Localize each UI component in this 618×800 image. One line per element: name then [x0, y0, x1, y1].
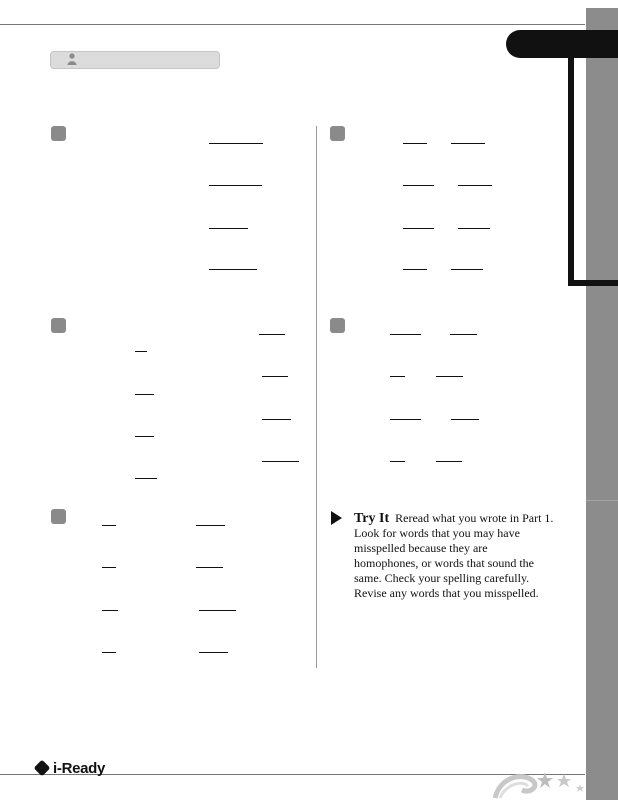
column-divider	[316, 126, 317, 668]
answer-blank[interactable]	[262, 419, 291, 420]
answer-blank[interactable]	[209, 269, 257, 270]
try-it-heading: Try It	[354, 511, 390, 526]
answer-blank[interactable]	[403, 185, 434, 186]
answer-blank[interactable]	[259, 334, 285, 335]
answer-blank[interactable]	[262, 461, 299, 462]
section-bracket	[568, 30, 574, 285]
answer-blank[interactable]	[102, 525, 116, 526]
swirl-stars-decoration	[490, 768, 590, 800]
person-icon	[67, 53, 77, 65]
item-number-box	[51, 509, 66, 524]
answer-blank[interactable]	[390, 334, 421, 335]
answer-blank[interactable]	[436, 376, 463, 377]
answer-blank[interactable]	[450, 334, 477, 335]
answer-blank[interactable]	[451, 419, 479, 420]
answer-blank[interactable]	[135, 478, 157, 479]
footer-logo	[35, 759, 105, 777]
answer-blank[interactable]	[436, 461, 462, 462]
play-arrow-icon	[331, 511, 342, 525]
top-rule	[0, 24, 585, 25]
answer-blank[interactable]	[209, 185, 262, 186]
answer-blank[interactable]	[390, 419, 421, 420]
answer-blank[interactable]	[262, 376, 288, 377]
i-ready-logo-icon	[34, 760, 51, 777]
answer-blank[interactable]	[403, 143, 427, 144]
answer-blank[interactable]	[458, 228, 490, 229]
item-number-box	[330, 126, 345, 141]
answer-blank[interactable]	[403, 269, 427, 270]
answer-blank[interactable]	[102, 610, 118, 611]
brand-name: i-Ready	[53, 759, 106, 777]
answer-blank[interactable]	[458, 185, 492, 186]
section-bracket-bottom	[568, 280, 618, 286]
answer-blank[interactable]	[390, 461, 405, 462]
answer-blank[interactable]	[135, 394, 154, 395]
answer-blank[interactable]	[390, 376, 405, 377]
answer-blank[interactable]	[199, 610, 236, 611]
answer-blank[interactable]	[451, 269, 483, 270]
answer-blank[interactable]	[199, 652, 228, 653]
section-bracket-top	[568, 30, 618, 36]
answer-blank[interactable]	[135, 351, 147, 352]
answer-blank[interactable]	[102, 652, 116, 653]
try-it-body: Reread what you wrote in Part 1. Look for words that you may have misspelled because they are homophones, or words that sound the same. Check your spelling carefully. Revise any words that you misspelled.	[354, 511, 554, 600]
answer-blank[interactable]	[451, 143, 485, 144]
answer-blank[interactable]	[403, 228, 434, 229]
item-number-box	[51, 126, 66, 141]
side-tab-strip-top	[586, 0, 618, 8]
item-number-box	[51, 318, 66, 333]
side-tab-divider	[586, 500, 618, 501]
answer-blank[interactable]	[102, 567, 116, 568]
answer-blank[interactable]	[135, 436, 154, 437]
answer-blank[interactable]	[196, 525, 225, 526]
try-it-box	[354, 511, 554, 601]
answer-blank[interactable]	[209, 143, 263, 144]
answer-blank[interactable]	[209, 228, 248, 229]
answer-blank[interactable]	[196, 567, 223, 568]
side-tab-strip	[586, 0, 618, 800]
item-number-box	[330, 318, 345, 333]
